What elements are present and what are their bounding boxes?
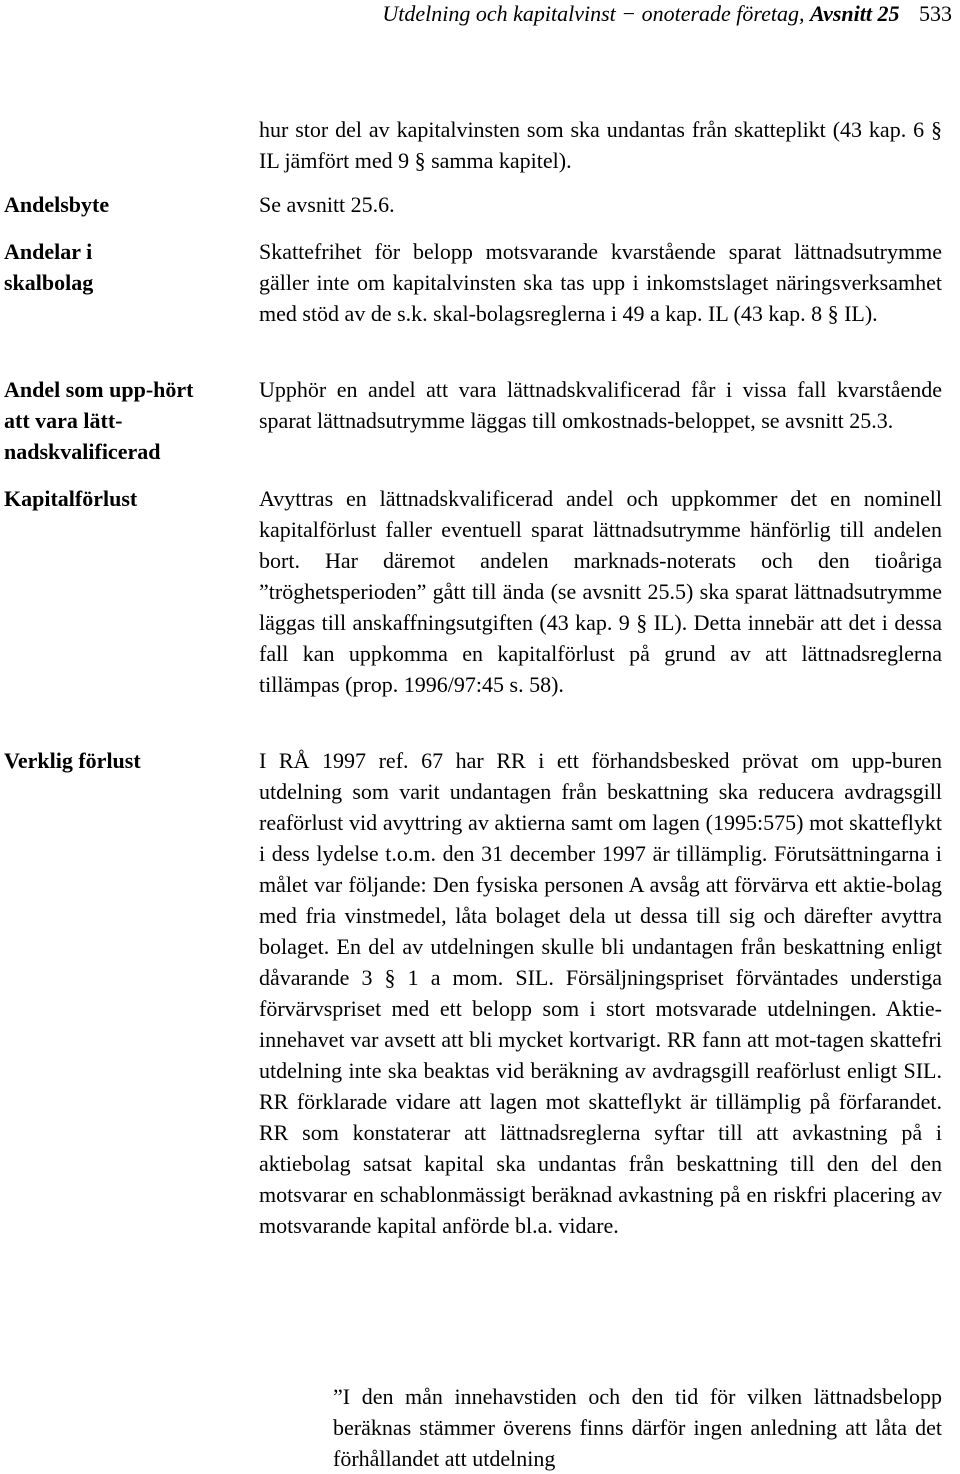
side-heading-andelar-i-skalbolag: Andelar i skalbolag [4, 239, 94, 295]
page-number: 533 [919, 1, 952, 26]
side-heading-verklig-forlust: Verklig förlust [4, 748, 141, 773]
running-header [258, 0, 952, 28]
running-title: Utdelning och kapitalvinst − onoterade företag, [382, 1, 805, 26]
paragraph-upphort: Upphör en andel att vara lättnadskvalificerad får i vissa fall kvarstående sparat lättnadsutrymme läggas till omkostnads-beloppet, se avsnitt 25.3. [259, 377, 942, 433]
side-heading-kapitalforlust: Kapitalförlust [4, 486, 138, 511]
paragraph-skalbolag: Skattefrihet för belopp motsvarande kvarstående sparat lättnadsutrymme gäller inte om kapitalvinsten ska tas upp i inkomstslaget näringsverksamhet med stöd av de s.k. skal-bolagsreglerna i 49 a kap. IL (43 kap. 8 § IL). [259, 239, 942, 326]
block-quote: ”I den mån innehavstiden och den tid för vilken lättnadsbelopp beräknas stämmer överens finns därför ingen anledning att låta det förhållandet att utdelning [333, 1384, 942, 1471]
paragraph-intro-continuation: hur stor del av kapitalvinsten som ska undantas från skatteplikt (43 kap. 6 § IL jämfört med 9 § samma kapitel). [259, 117, 942, 173]
paragraph-kapitalforlust: Avyttras en lättnadskvalificerad andel och uppkommer det en nominell kapitalförlust faller eventuell sparat lättnadsutrymme hänförlig till andelen bort. Har däremot andelen marknads-noterats och den tioåriga ”tröghetsperioden” gått till ända (se avsnitt 25.5) ska sparat lättnadsutrymme läggas till anskaffningsutgiften (43 kap. 9 § IL). Detta innebär att det i dessa fall kan uppkomma en kapitalförlust på grund av att lättnadsreglerna tillämpas (prop. 1996/97:45 s. 58). [259, 486, 942, 697]
side-heading-andel-upphort: Andel som upp-hört att vara lätt-nadskvalificerad [4, 377, 194, 464]
side-heading-andelsbyte: Andelsbyte [4, 192, 110, 217]
section-label: Avsnitt 25 [810, 1, 900, 26]
paragraph-andelsbyte: Se avsnitt 25.6. [259, 192, 395, 217]
paragraph-verklig-forlust: I RÅ 1997 ref. 67 har RR i ett förhandsbesked prövat om upp-buren utdelning som varit undantagen från beskattning ska reducera avdragsgill reaförlust vid avyttring av aktierna samt om lagen (1995:575) mot skatteflykt i dess lydelse t.o.m. den 31 december 1997 är tillämplig. Förutsättningarna i målet var följande: Den fysiska personen A avsåg att förvärva ett aktie-bolag med fria vinstmedel, låta bolaget dela ut dessa till sig och därefter avyttra bolaget. En del av utdelningen skulle bli undantagen från beskattning enligt dåvarande 3 § 1 a mom. SIL. Försäljningspriset förväntades understiga förvärvspriset med ett belopp som i stort motsvarade utdelningen. Aktie-innehavet var avsett att bli mycket kortvarigt. RR fann att mot-tagen skattefri utdelning inte ska beaktas vid beräkning av avdragsgill reaförlust enligt SIL. RR förklarade vidare att lagen mot skatteflykt är tillämplig på förfarandet. RR som konstaterar att lättnadsreglerna syftar till att avkastning på i aktiebolag satsat kapital ska undantas från beskattning till den del den motsvarar en schablonmässigt beräknad avkastning på en riskfri placering av motsvarande kapital anförde bl.a. vidare. [259, 748, 942, 1238]
